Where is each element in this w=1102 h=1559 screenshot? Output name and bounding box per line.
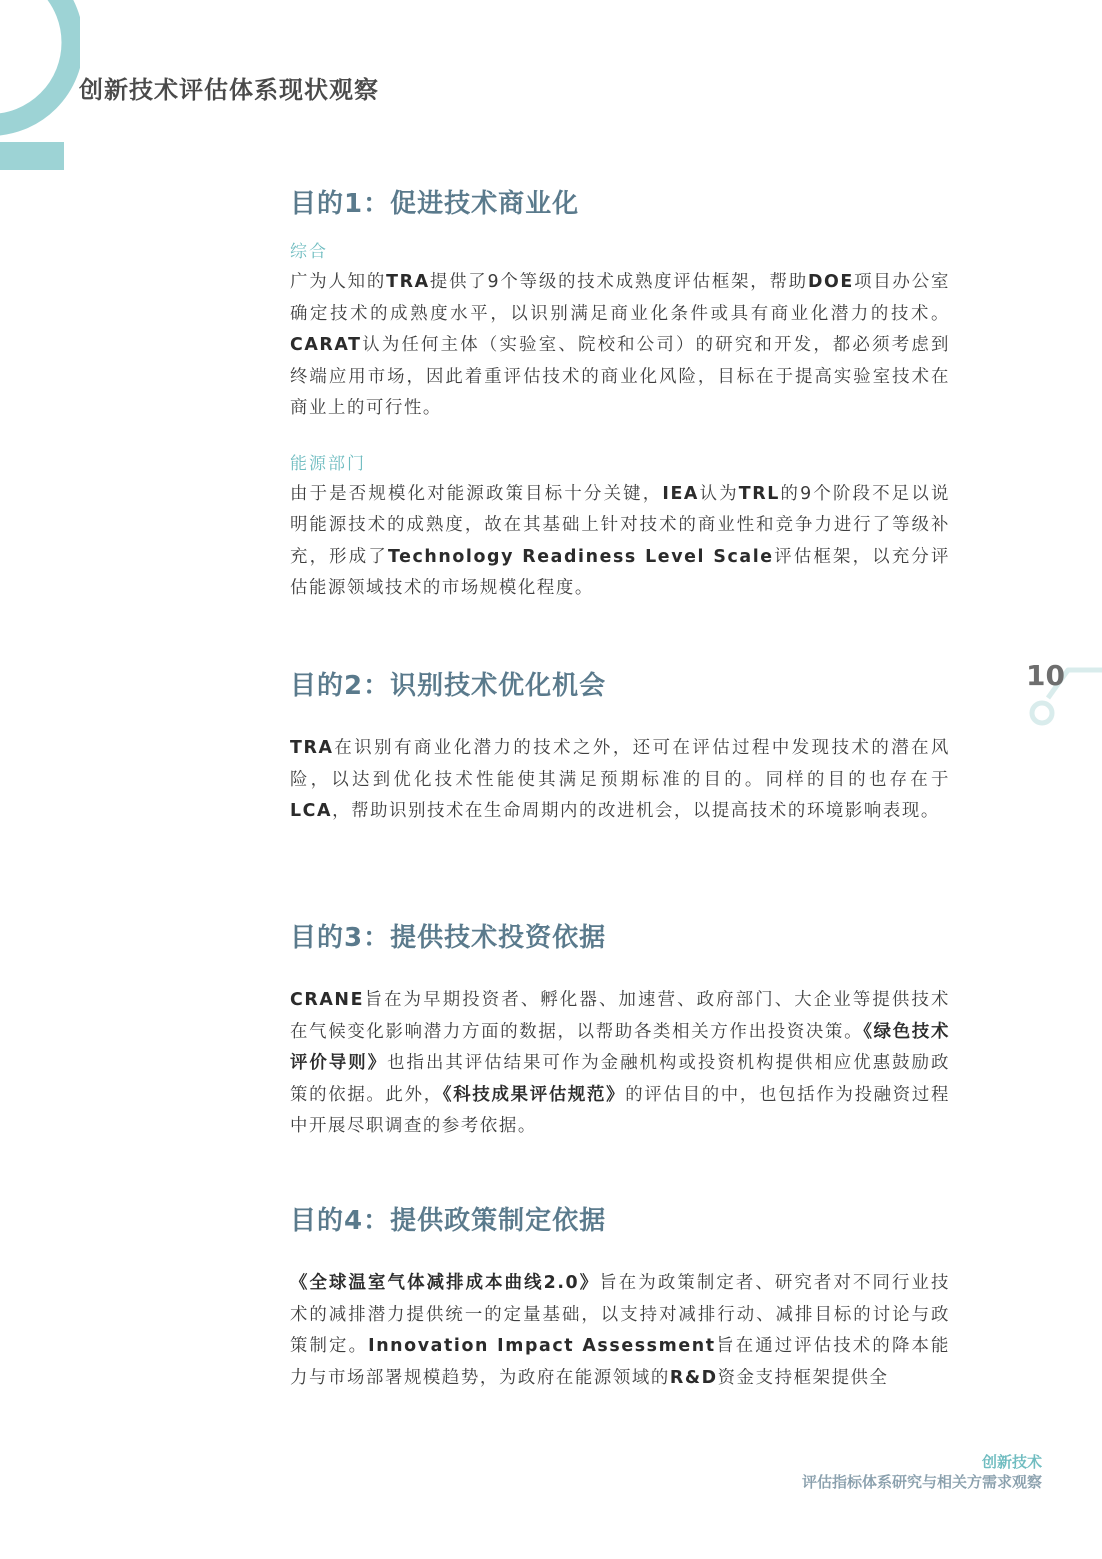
footer-line-1: 创新技术 <box>981 1453 1042 1471</box>
bold-term: CRANE <box>290 990 365 1010</box>
chapter-title: 创新技术评估体系现状观察 <box>79 76 379 104</box>
bold-term: TRA <box>386 272 430 292</box>
bold-term: TRL <box>738 483 780 504</box>
footer <box>802 1452 1042 1492</box>
page-number: 10 <box>1026 659 1065 692</box>
section-purpose-1 <box>290 188 950 605</box>
section-title: 目的3：提供技术投资依据 <box>290 923 607 953</box>
bold-term: 《全球温室气体减排成本曲线2.0》 <box>290 1273 600 1293</box>
subsection-title: 能源部门 <box>290 453 366 474</box>
paragraph: TRA在识别有商业化潜力的技术之外，还可在评估过程中发现技术的潜在风险，以达到优化技术性能使其满足预期标准的目的。同样的目的也存在于LCA，帮助识别技术在生命周期内的改进机会，以提高技术的环境影响表现。 <box>290 738 950 821</box>
bold-term: LCA <box>290 801 333 821</box>
section-purpose-3 <box>290 922 950 1143</box>
section-purpose-2 <box>290 670 950 828</box>
section-title: 目的2：识别技术优化机会 <box>290 671 607 701</box>
chapter-number-graphic <box>0 0 80 180</box>
bold-term: Technology Readiness Level Scale <box>387 546 774 567</box>
section-purpose-4 <box>290 1205 950 1394</box>
paragraph: CRANE旨在为早期投资者、孵化器、加速营、政府部门、大企业等提供技术在气候变化影响潜力方面的数据，以帮助各类相关方作出投资决策。《绿色技术评价导则》也指出其评估结果可作为金融机构或投资机构提供相应优惠鼓励政策的依据。此外，《科技成果评估规范》的评估目的中，也包括作为投融资过程中开展尽职调查的参考依据。 <box>290 990 950 1136</box>
bold-term: DOE <box>807 272 854 292</box>
subsection-title: 综合 <box>290 242 328 262</box>
bold-term: R&D <box>669 1367 718 1388</box>
bold-term: 《绿色技术评价导则》 <box>290 1021 950 1073</box>
section-title: 目的1：促进技术商业化 <box>290 189 580 219</box>
paragraph: 由于是否规模化对能源政策目标十分关键，IEA认为TRL的9个阶段不足以说明能源技术的成熟度，故在其基础上针对技术的商业性和竞争力进行了等级补充，形成了Technology Readiness Level Scale评估框架，以充分评估能源领域技术的市场规模化程度。 <box>290 483 950 598</box>
section-title: 目的4：提供政策制定依据 <box>290 1206 607 1236</box>
bold-term: Innovation Impact Assessment <box>368 1336 716 1356</box>
bold-term: IEA <box>662 483 699 504</box>
paragraph: 广为人知的TRA提供了9个等级的技术成熟度评估框架，帮助DOE项目办公室确定技术的成熟度水平，以识别满足商业化条件或具有商业化潜力的技术。CARAT认为任何主体（实验室、院校和公司）的研究和开发，都必须考虑到终端应用市场，因此着重评估技术的商业化风险，目标在于提高实验室技术在商业上的可行性。 <box>290 272 950 418</box>
bold-term: CARAT <box>290 335 362 355</box>
bold-term: TRA <box>290 738 334 758</box>
bold-term: 《科技成果评估规范》 <box>442 1084 626 1105</box>
paragraph: 《全球温室气体减排成本曲线2.0》旨在为政策制定者、研究者对不同行业技术的减排潜力提供统一的定量基础，以支持对减排行动、减排目标的讨论与政策制定。Innovation Impact Assessment旨在通过评估技术的降本能力与市场部署规模趋势，为政府在能源领域的R&D资金支持框架提供全 <box>290 1273 950 1388</box>
footer-line-2: 评估指标体系研究与相关方需求观察 <box>801 1473 1042 1491</box>
